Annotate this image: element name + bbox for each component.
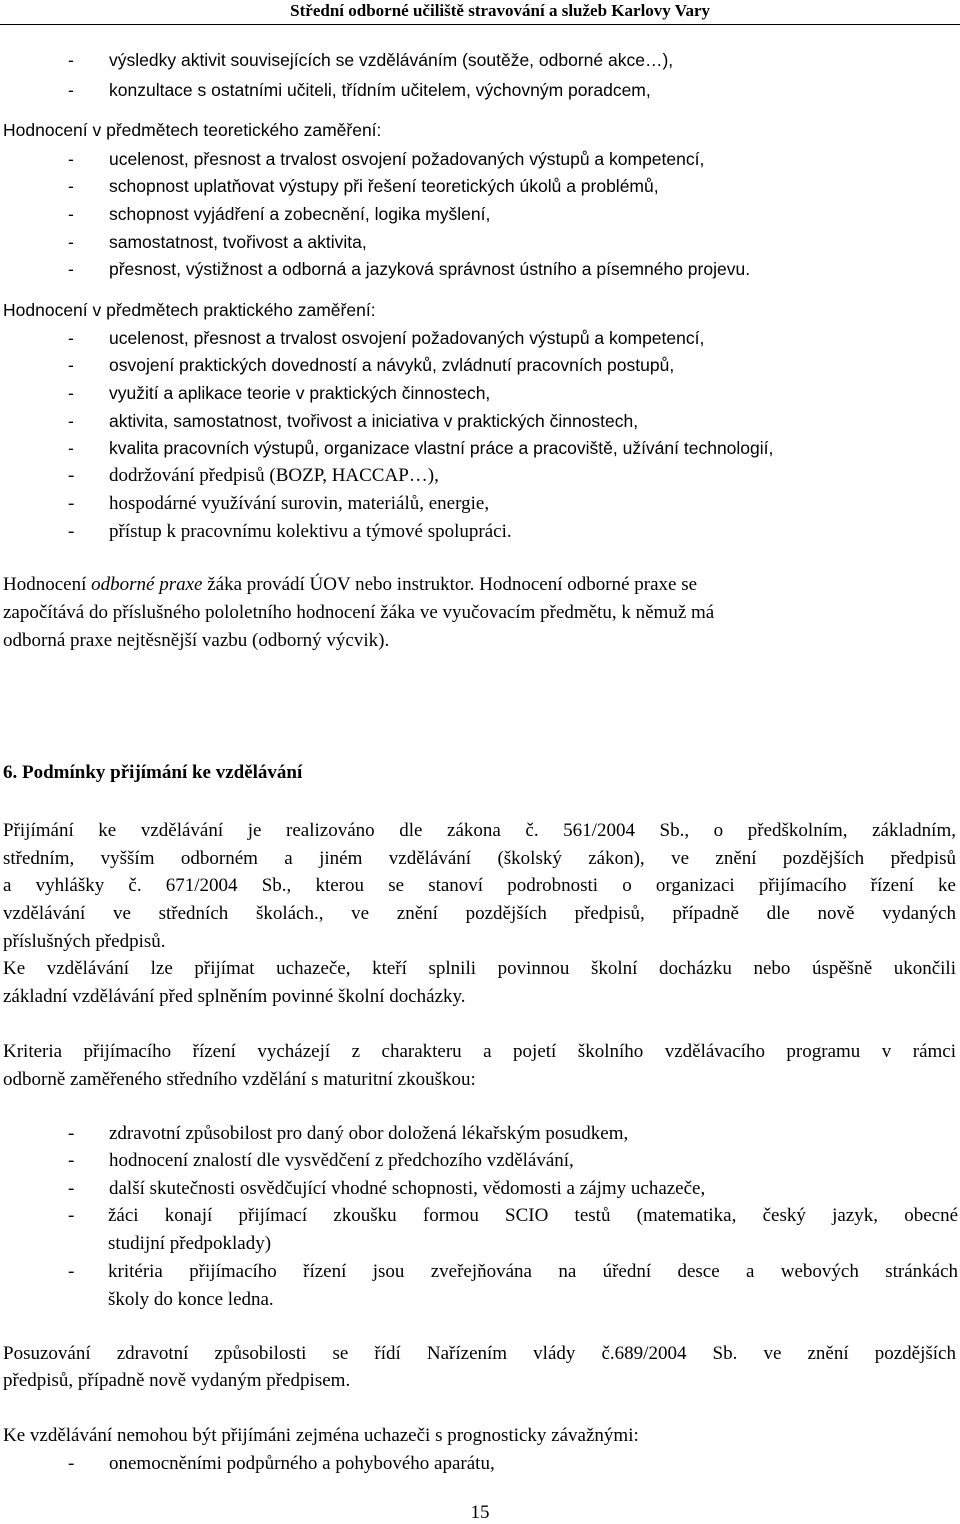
paragraph-line: středním, vyšším odborném a jiném vzdělávání (školský zákon), ve znění pozdějších předpisů bbox=[3, 848, 956, 869]
page-header bbox=[0, 0, 960, 25]
header-school-name: Střední odborné učiliště stravování a služeb Karlovy Vary bbox=[290, 1, 710, 20]
paragraph-line: Ke vzdělávání lze přijímat uchazeče, kteří splnili povinnou školní docházku nebo úspěšně ukončili bbox=[3, 958, 956, 979]
paragraph-line: vzdělávání ve středních školách., ve znění pozdějších předpisů, případně dle nově vydaných bbox=[3, 903, 956, 924]
page-number: 15 bbox=[470, 1502, 490, 1523]
praxe-line-3: odborná praxe nejtěsnější vazbu (odborný výcvik). bbox=[3, 630, 390, 651]
criteria-item-text: školy do konce ledna. bbox=[108, 1289, 274, 1310]
paragraph-line: základní vzdělávání před splněním povinné školní docházky. bbox=[3, 986, 466, 1007]
criteria-item-text: žáci konají přijímací zkoušku formou SCIO testů (matematika, český jazyk, obecné bbox=[108, 1205, 958, 1226]
practice-title: Hodnocení v předmětech praktického zaměření: bbox=[3, 300, 376, 320]
section-heading: 6. Podmínky přijímání ke vzdělávání bbox=[3, 762, 303, 783]
criteria-item-text: studijní předpoklady) bbox=[108, 1233, 272, 1254]
praxe-line-1: Hodnocení odborné praxe žáka provádí ÚOV nebo instruktor. Hodnocení odborné praxe se bbox=[3, 574, 698, 595]
paragraph-line: Přijímání ke vzdělávání je realizováno dle zákona č. 561/2004 Sb., o předškolním, základním, bbox=[3, 820, 956, 841]
paragraph-line: Posuzování zdravotní způsobilosti se řídí Nařízením vlády č.689/2004 Sb. ve znění pozdějších bbox=[3, 1343, 956, 1364]
paragraph-line: předpisů, případně nově vydaným předpisem. bbox=[3, 1370, 351, 1391]
praxe-italic: odborné praxe bbox=[91, 574, 203, 595]
paragraph-line: Kriteria přijímacího řízení vycházejí z charakteru a pojetí školního vzdělávacího programu v rámci bbox=[3, 1041, 956, 1062]
paragraph-line: příslušných předpisů. bbox=[3, 931, 166, 952]
paragraph-line: odborně zaměřeného středního vzdělání s maturitní zkouškou: bbox=[3, 1069, 476, 1090]
theory-title: Hodnocení v předmětech teoretického zaměření: bbox=[3, 120, 382, 140]
paragraph-line: a vyhlášky č. 671/2004 Sb., kterou se stanoví podrobnosti o organizaci přijímacího řízení ke bbox=[3, 875, 956, 896]
criteria-item-text: kritéria přijímacího řízení jsou zveřejňována na úřední desce a webových stránkách bbox=[108, 1261, 958, 1282]
praxe-line-2: započítává do příslušného pololetního hodnocení žáka ve vyučovacím předmětu, k němuž má bbox=[3, 602, 715, 623]
paragraph-line: Ke vzdělávání nemohou být přijímáni zejména uchazeči s prognosticky závažnými: bbox=[3, 1425, 639, 1446]
